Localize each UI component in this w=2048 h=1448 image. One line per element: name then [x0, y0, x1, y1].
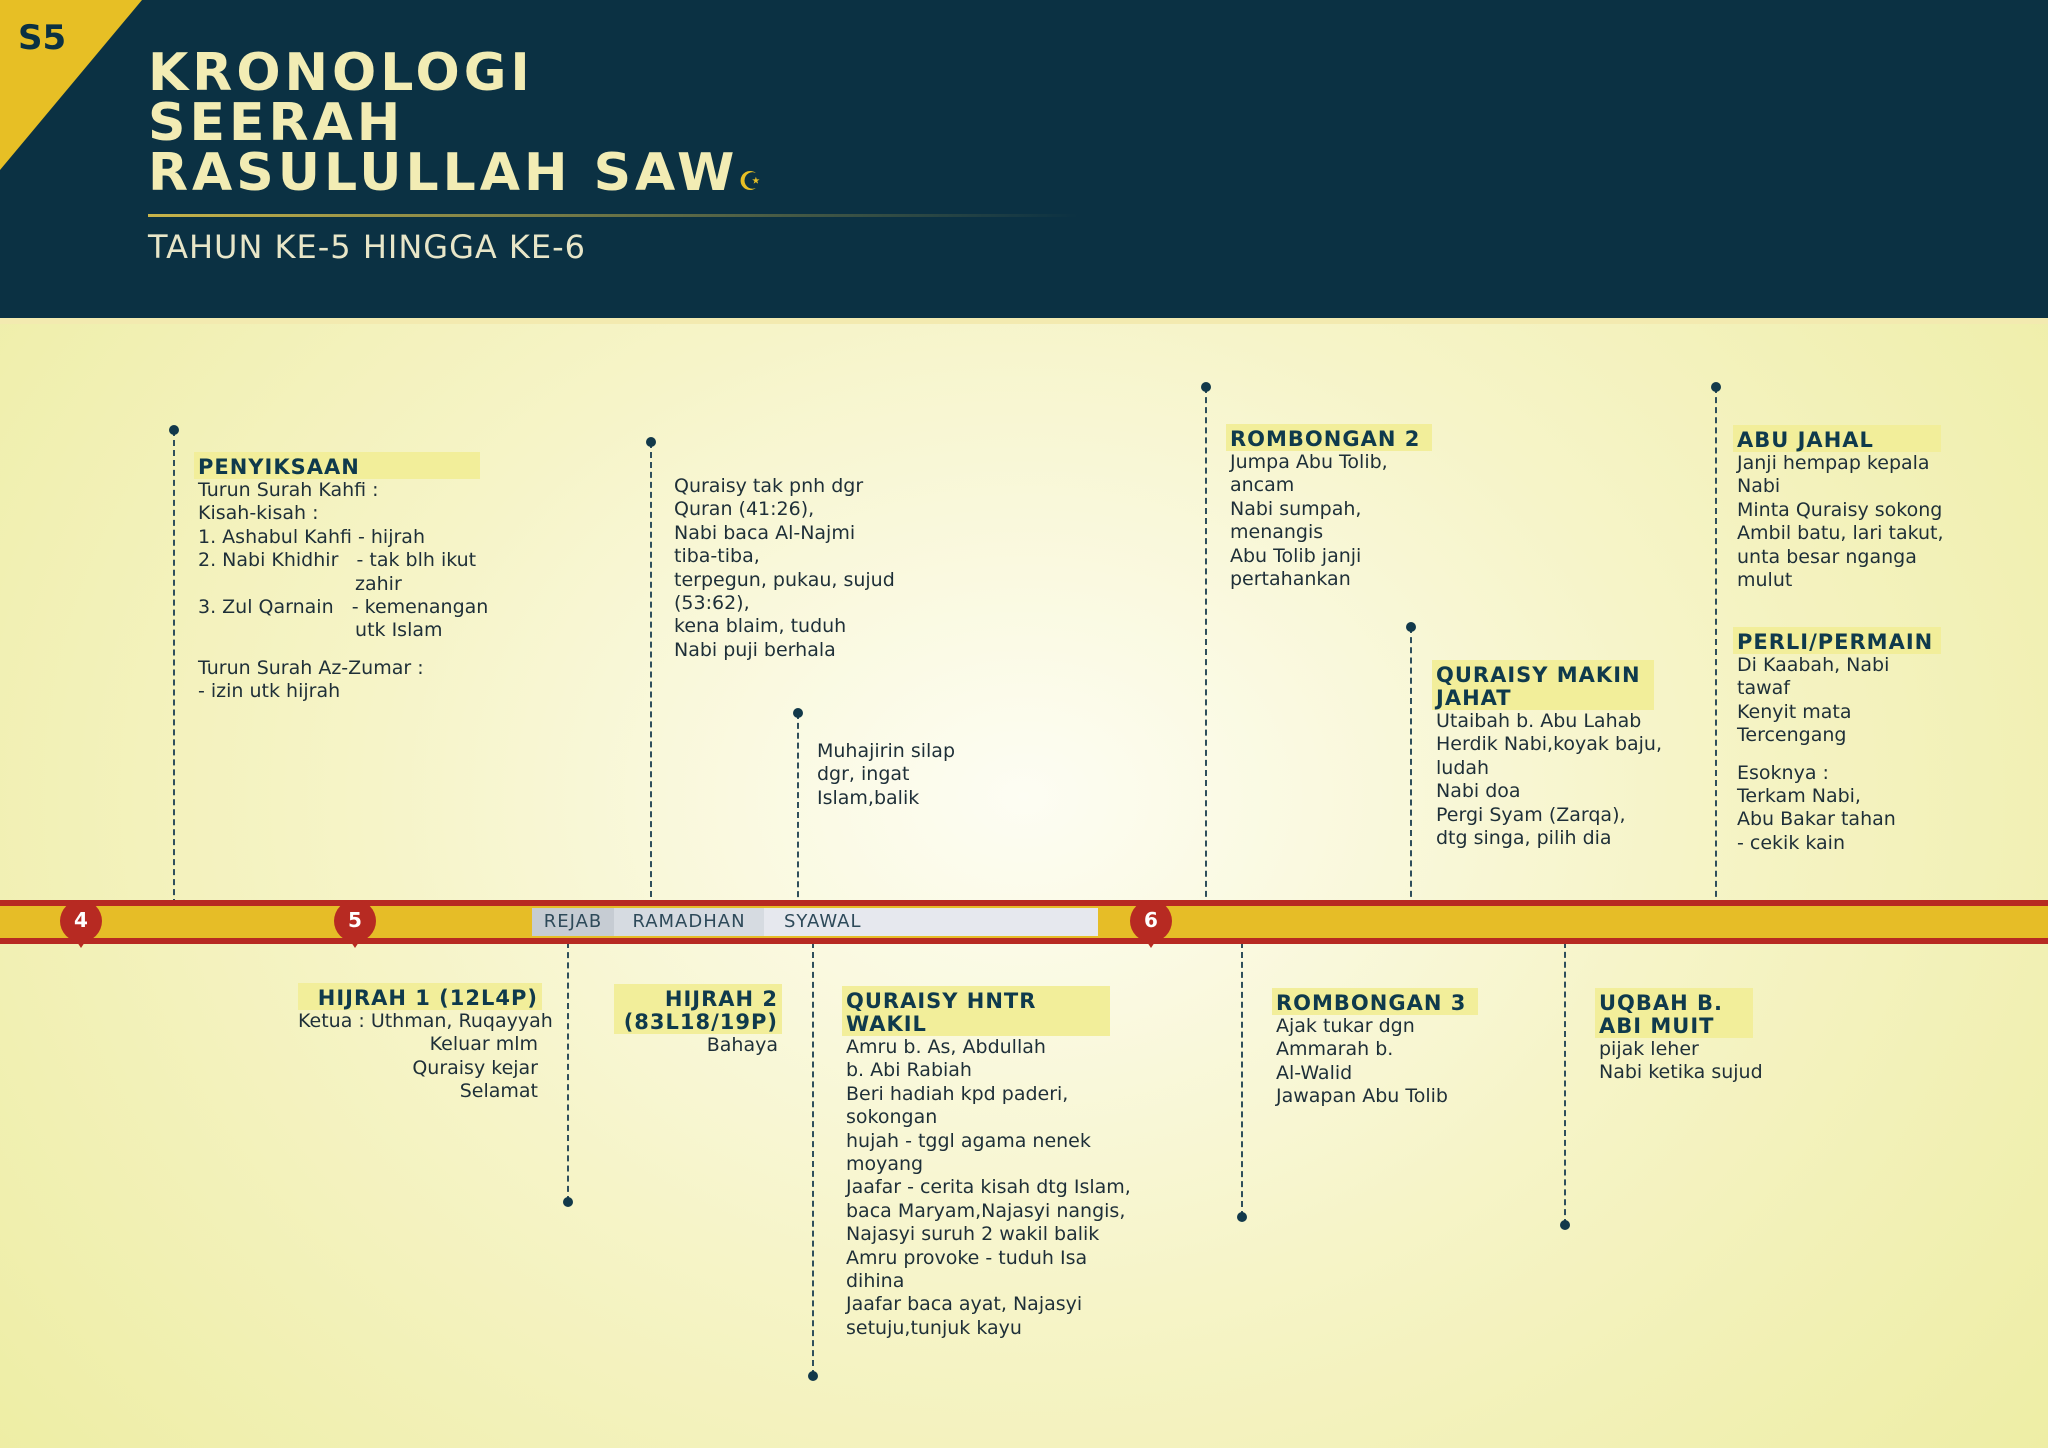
event-heading: QURAISY MAKIN JAHAT — [1432, 660, 1654, 710]
event-heading: QURAISY HNTR WAKIL — [842, 986, 1110, 1036]
event-line: sokongan — [846, 1106, 938, 1129]
header-banner — [0, 0, 2048, 318]
year-marker-6: 6 — [1130, 900, 1172, 942]
event-quraisy-quran — [674, 475, 924, 662]
connector-muhajirin — [797, 713, 799, 907]
connector-hijrah1 — [567, 942, 569, 1202]
event-line: 3. Zul Qarnain - kemenangan — [198, 596, 489, 619]
event-heading: PERLI/PERMAIN — [1733, 627, 1941, 654]
event-line: unta besar nganga — [1737, 545, 1917, 568]
title-line-3 — [148, 143, 762, 207]
event-line: zahir — [198, 572, 402, 595]
connector-dot — [1711, 382, 1721, 392]
event-line: Jumpa Abu Tolib, — [1230, 451, 1388, 473]
event-line: Kenyit mata — [1737, 700, 1852, 723]
event-line: dtg singa, pilih dia — [1436, 827, 1612, 850]
event-line: pertahankan — [1230, 568, 1351, 591]
title-line-3-text: RASULULLAH SAW — [148, 143, 739, 203]
connector-dot — [169, 425, 179, 435]
event-line: Kisah-kisah : — [198, 502, 319, 525]
event-line: Pergi Syam (Zarqa), — [1436, 803, 1626, 826]
event-line: dgr, ingat — [817, 763, 910, 786]
event-line: Amru provoke - tuduh Isa — [846, 1246, 1088, 1269]
event-line: (53:62), — [674, 592, 750, 615]
event-line: Di Kaabah, Nabi — [1737, 654, 1890, 676]
event-quraisy-hntr-wakil — [846, 986, 1131, 1340]
event-line: Turun Surah Az-Zumar : — [198, 656, 424, 679]
event-line: Ketua : Uthman, Ruqayyah — [298, 1010, 553, 1032]
event-line: Quran (41:26), — [674, 498, 815, 521]
event-line: setuju,tunjuk kayu — [846, 1316, 1022, 1339]
event-line: dihina — [846, 1270, 905, 1293]
event-line: 1. Ashabul Kahfi - hijrah — [198, 525, 425, 548]
event-line: Nabi baca Al-Najmi — [674, 521, 856, 544]
event-line: Beri hadiah kpd paderi, — [846, 1082, 1069, 1105]
event-line: Abu Tolib janji — [1230, 544, 1362, 567]
event-line: 2. Nabi Khidhir - tak blh ikut — [198, 549, 477, 572]
connector-dot — [808, 1371, 818, 1381]
connector-rombongan3 — [1241, 942, 1243, 1217]
event-line: pijak leher — [1599, 1038, 1699, 1060]
page-subtitle: TAHUN KE-5 HINGGA KE-6 — [148, 228, 587, 266]
event-line: Tercengang — [1737, 724, 1847, 747]
connector-dot — [1237, 1212, 1247, 1222]
title-divider — [148, 214, 1078, 217]
event-line: Minta Quraisy sokong — [1737, 498, 1943, 521]
event-line: terpegun, pukau, sujud — [674, 568, 895, 591]
connector-quraisy-quran — [650, 442, 652, 907]
event-line: Turun Surah Kahfi : — [198, 479, 379, 501]
event-line: Terkam Nabi, — [1737, 785, 1861, 808]
connector-dot — [646, 437, 656, 447]
event-line: Al-Walid — [1276, 1061, 1353, 1084]
event-line: Jaafar baca ayat, Najasyi — [846, 1293, 1083, 1316]
connector-penyiksaan — [173, 430, 175, 935]
event-quraisy-makin-jahat — [1436, 660, 1663, 850]
event-line: Nabi sumpah, — [1230, 497, 1362, 520]
event-line: menangis — [1230, 521, 1324, 544]
month-rejab: REJAB — [532, 908, 614, 936]
event-line: Janji hempap kepala — [1737, 452, 1930, 474]
event-line: ludah — [1436, 756, 1490, 779]
event-line: kena blaim, tuduh — [674, 615, 847, 638]
connector-abu-jahal — [1715, 387, 1717, 907]
event-line: Quraisy kejar — [412, 1056, 538, 1079]
connector-dot — [1201, 382, 1211, 392]
event-line: Islam,balik — [817, 786, 920, 809]
event-line: Muhajirin silap — [817, 740, 956, 762]
connector-quraisy-hntr-wakil — [812, 942, 814, 1376]
event-line: Nabi puji berhala — [674, 638, 836, 661]
event-hijrah2 — [614, 984, 778, 1057]
event-line: Jawapan Abu Tolib — [1276, 1085, 1448, 1108]
connector-dot — [1560, 1220, 1570, 1230]
section-label: S5 — [18, 18, 67, 58]
title-line-1: KRONOLOGI — [148, 43, 534, 103]
connector-dot — [1406, 622, 1416, 632]
event-rombongan3 — [1276, 988, 1478, 1109]
event-line: Ambil batu, lari takut, — [1737, 522, 1944, 545]
event-line: tiba-tiba, — [674, 545, 760, 568]
event-line: utk Islam — [198, 619, 443, 642]
month-ramadhan: RAMADHAN — [614, 908, 764, 936]
event-uqbah — [1599, 988, 1763, 1085]
event-line: Ajak tukar dgn — [1276, 1015, 1415, 1037]
year-marker-4: 4 — [60, 900, 102, 942]
page-title — [148, 43, 762, 207]
event-heading: HIJRAH 2 (83L18/19P) — [614, 984, 782, 1034]
connector-uqbah — [1564, 942, 1566, 1225]
event-line: Jaafar - cerita kisah dtg Islam, — [846, 1176, 1131, 1199]
event-line: hujah - tggl agama nenek — [846, 1129, 1091, 1152]
event-line: Bahaya — [706, 1034, 778, 1056]
event-heading: HIJRAH 1 (12L4P) — [298, 983, 542, 1010]
event-heading: PENYIKSAAN — [194, 452, 480, 479]
event-line: baca Maryam,Najasyi nangis, — [846, 1199, 1126, 1222]
event-abu-jahal — [1737, 425, 1944, 592]
event-line: Nabi ketika sujud — [1599, 1061, 1763, 1084]
event-spacer — [198, 643, 480, 657]
event-heading: ROMBONGAN 3 — [1272, 988, 1478, 1015]
event-spacer — [1737, 748, 1941, 762]
event-line: ancam — [1230, 474, 1295, 497]
event-line: Herdik Nabi,koyak baju, — [1436, 733, 1663, 756]
event-heading: UQBAH B. ABI MUIT — [1595, 988, 1753, 1038]
event-penyiksaan — [198, 452, 489, 704]
header-edge — [0, 318, 2048, 324]
connector-dot — [563, 1197, 573, 1207]
connector-dot — [793, 708, 803, 718]
event-line: tawaf — [1737, 677, 1790, 700]
event-muhajirin — [817, 740, 997, 810]
event-line: Selamat — [459, 1080, 538, 1103]
event-line: Quraisy tak pnh dgr — [674, 475, 864, 497]
event-line: moyang — [846, 1153, 924, 1176]
event-rombongan2 — [1230, 424, 1432, 591]
event-line: Najasyi suruh 2 wakil balik — [846, 1223, 1100, 1246]
month-syawal: SYAWAL — [764, 908, 1098, 936]
event-heading: ROMBONGAN 2 — [1226, 424, 1432, 451]
event-line: Amru b. As, Abdullah — [846, 1036, 1046, 1058]
event-line: Keluar mlm — [429, 1033, 538, 1056]
event-line: Abu Bakar tahan — [1737, 808, 1896, 831]
crescent-icon: ☪ — [738, 167, 762, 197]
event-perli-permain — [1737, 627, 1941, 855]
event-line: Ammarah b. — [1276, 1038, 1394, 1061]
event-hijrah1 — [298, 983, 553, 1104]
year-marker-5: 5 — [334, 900, 376, 942]
event-heading: ABU JAHAL — [1733, 425, 1941, 452]
event-line: b. Abi Rabiah — [846, 1059, 972, 1082]
event-line: mulut — [1737, 569, 1793, 592]
event-line: - izin utk hijrah — [198, 680, 341, 703]
connector-rombongan2 — [1205, 387, 1207, 907]
event-line: Nabi — [1737, 475, 1781, 498]
event-line: Esoknya : — [1737, 761, 1829, 784]
title-line-2: SEERAH — [148, 93, 405, 153]
event-line: Nabi doa — [1436, 780, 1521, 803]
connector-quraisy-makin-jahat — [1410, 627, 1412, 907]
event-line: Utaibah b. Abu Lahab — [1436, 710, 1642, 732]
event-line: - cekik kain — [1737, 831, 1845, 854]
